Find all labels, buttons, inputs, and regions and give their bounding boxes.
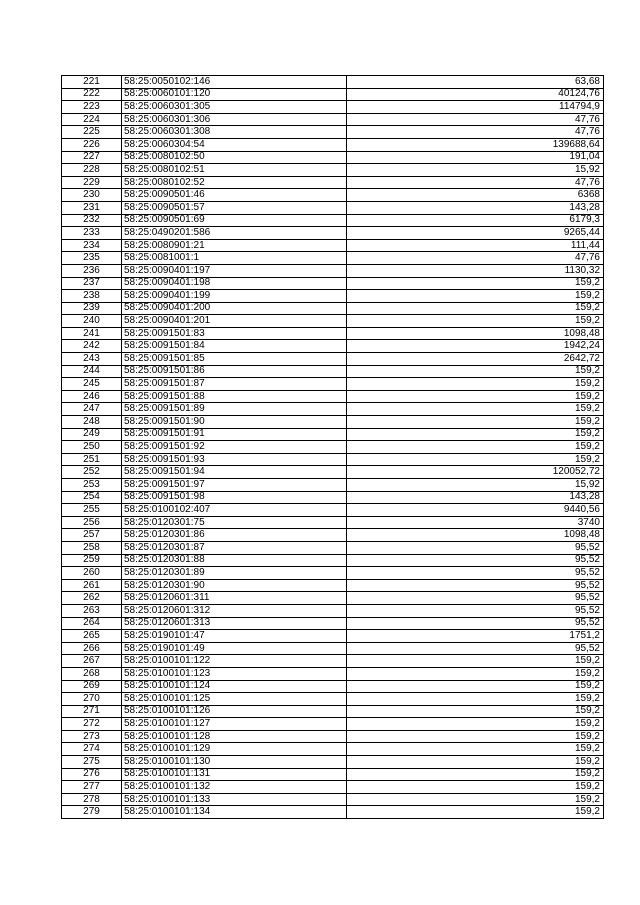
cadastral-number-cell: 58:25:0100101:125 bbox=[122, 693, 347, 706]
cadastral-number-cell: 58:25:0091501:84 bbox=[122, 340, 347, 353]
table-row bbox=[62, 327, 604, 340]
cadastral-number-cell: 58:25:0190101:49 bbox=[122, 642, 347, 655]
row-number-cell: 275 bbox=[62, 756, 122, 769]
amount-cell: 159,2 bbox=[347, 705, 604, 718]
amount-cell: 159,2 bbox=[347, 680, 604, 693]
table-row bbox=[62, 667, 604, 680]
table-row bbox=[62, 277, 604, 290]
table-row bbox=[62, 416, 604, 429]
cadastral-number-cell: 58:25:0091501:86 bbox=[122, 365, 347, 378]
amount-cell: 159,2 bbox=[347, 730, 604, 743]
table-row bbox=[62, 302, 604, 315]
amount-cell: 47,76 bbox=[347, 126, 604, 139]
row-number-cell: 270 bbox=[62, 693, 122, 706]
table-row bbox=[62, 756, 604, 769]
cadastral-number-cell: 58:25:0100101:128 bbox=[122, 730, 347, 743]
row-number-cell: 251 bbox=[62, 453, 122, 466]
amount-cell: 1098,48 bbox=[347, 327, 604, 340]
amount-cell: 159,2 bbox=[347, 302, 604, 315]
table-row bbox=[62, 491, 604, 504]
table-body bbox=[62, 76, 604, 819]
cadastral-number-cell: 58:25:0120301:86 bbox=[122, 529, 347, 542]
table-row bbox=[62, 315, 604, 328]
amount-cell: 159,2 bbox=[347, 768, 604, 781]
cadastral-number-cell: 58:25:0090501:46 bbox=[122, 189, 347, 202]
amount-cell: 159,2 bbox=[347, 453, 604, 466]
row-number-cell: 265 bbox=[62, 630, 122, 643]
cadastral-number-cell: 58:25:0100101:124 bbox=[122, 680, 347, 693]
table-row bbox=[62, 340, 604, 353]
amount-cell: 95,52 bbox=[347, 604, 604, 617]
amount-cell: 15,92 bbox=[347, 479, 604, 492]
table-row bbox=[62, 378, 604, 391]
cadastral-number-cell: 58:25:0091501:89 bbox=[122, 403, 347, 416]
row-number-cell: 262 bbox=[62, 592, 122, 605]
row-number-cell: 242 bbox=[62, 340, 122, 353]
amount-cell: 1751,2 bbox=[347, 630, 604, 643]
row-number-cell: 258 bbox=[62, 541, 122, 554]
amount-cell: 159,2 bbox=[347, 743, 604, 756]
row-number-cell: 246 bbox=[62, 390, 122, 403]
row-number-cell: 273 bbox=[62, 730, 122, 743]
row-number-cell: 237 bbox=[62, 277, 122, 290]
amount-cell: 159,2 bbox=[347, 806, 604, 819]
data-table bbox=[61, 75, 604, 819]
cadastral-number-cell: 58:25:0060304:54 bbox=[122, 138, 347, 151]
cadastral-number-cell: 58:25:0490201:586 bbox=[122, 227, 347, 240]
amount-cell: 95,52 bbox=[347, 592, 604, 605]
row-number-cell: 254 bbox=[62, 491, 122, 504]
table-row bbox=[62, 252, 604, 265]
row-number-cell: 238 bbox=[62, 290, 122, 303]
table-row bbox=[62, 201, 604, 214]
cadastral-number-cell: 58:25:0091501:98 bbox=[122, 491, 347, 504]
row-number-cell: 266 bbox=[62, 642, 122, 655]
amount-cell: 191,04 bbox=[347, 151, 604, 164]
row-number-cell: 240 bbox=[62, 315, 122, 328]
cadastral-number-cell: 58:25:0120601:312 bbox=[122, 604, 347, 617]
table-row bbox=[62, 138, 604, 151]
table-row bbox=[62, 113, 604, 126]
row-number-cell: 228 bbox=[62, 164, 122, 177]
amount-cell: 143,28 bbox=[347, 201, 604, 214]
table-row bbox=[62, 781, 604, 794]
amount-cell: 2642,72 bbox=[347, 353, 604, 366]
amount-cell: 47,76 bbox=[347, 113, 604, 126]
amount-cell: 1130,32 bbox=[347, 264, 604, 277]
cadastral-number-cell: 58:25:0091501:91 bbox=[122, 428, 347, 441]
row-number-cell: 260 bbox=[62, 567, 122, 580]
amount-cell: 47,76 bbox=[347, 252, 604, 265]
row-number-cell: 248 bbox=[62, 416, 122, 429]
amount-cell: 159,2 bbox=[347, 378, 604, 391]
cadastral-number-cell: 58:25:0091501:85 bbox=[122, 353, 347, 366]
amount-cell: 63,68 bbox=[347, 76, 604, 89]
cadastral-number-cell: 58:25:0120301:87 bbox=[122, 541, 347, 554]
row-number-cell: 268 bbox=[62, 667, 122, 680]
row-number-cell: 278 bbox=[62, 793, 122, 806]
cadastral-number-cell: 58:25:0120301:75 bbox=[122, 516, 347, 529]
cadastral-number-cell: 58:25:0090501:57 bbox=[122, 201, 347, 214]
row-number-cell: 223 bbox=[62, 101, 122, 114]
cadastral-number-cell: 58:25:0090401:197 bbox=[122, 264, 347, 277]
cadastral-number-cell: 58:25:0120601:311 bbox=[122, 592, 347, 605]
cadastral-number-cell: 58:25:0100101:133 bbox=[122, 793, 347, 806]
amount-cell: 159,2 bbox=[347, 441, 604, 454]
cadastral-number-cell: 58:25:0090401:200 bbox=[122, 302, 347, 315]
table-row bbox=[62, 743, 604, 756]
amount-cell: 40124,76 bbox=[347, 88, 604, 101]
table-row bbox=[62, 768, 604, 781]
row-number-cell: 267 bbox=[62, 655, 122, 668]
row-number-cell: 226 bbox=[62, 138, 122, 151]
cadastral-number-cell: 58:25:0091501:92 bbox=[122, 441, 347, 454]
cadastral-number-cell: 58:25:0100101:131 bbox=[122, 768, 347, 781]
cadastral-number-cell: 58:25:0120301:88 bbox=[122, 554, 347, 567]
amount-cell: 159,2 bbox=[347, 290, 604, 303]
table-row bbox=[62, 806, 604, 819]
table-row bbox=[62, 541, 604, 554]
cadastral-number-cell: 58:25:0100101:132 bbox=[122, 781, 347, 794]
amount-cell: 159,2 bbox=[347, 277, 604, 290]
row-number-cell: 236 bbox=[62, 264, 122, 277]
table-row bbox=[62, 101, 604, 114]
amount-cell: 159,2 bbox=[347, 781, 604, 794]
table-row bbox=[62, 529, 604, 542]
row-number-cell: 250 bbox=[62, 441, 122, 454]
table-row bbox=[62, 453, 604, 466]
amount-cell: 114794,9 bbox=[347, 101, 604, 114]
row-number-cell: 271 bbox=[62, 705, 122, 718]
row-number-cell: 229 bbox=[62, 176, 122, 189]
cadastral-number-cell: 58:25:0190101:47 bbox=[122, 630, 347, 643]
row-number-cell: 269 bbox=[62, 680, 122, 693]
table-row bbox=[62, 680, 604, 693]
table-row bbox=[62, 390, 604, 403]
table-row bbox=[62, 642, 604, 655]
row-number-cell: 245 bbox=[62, 378, 122, 391]
cadastral-number-cell: 58:25:0080102:51 bbox=[122, 164, 347, 177]
row-number-cell: 233 bbox=[62, 227, 122, 240]
cadastral-number-cell: 58:25:0100101:122 bbox=[122, 655, 347, 668]
cadastral-number-cell: 58:25:0120301:89 bbox=[122, 567, 347, 580]
cadastral-number-cell: 58:25:0100101:127 bbox=[122, 718, 347, 731]
amount-cell: 9265,44 bbox=[347, 227, 604, 240]
table-row bbox=[62, 516, 604, 529]
row-number-cell: 222 bbox=[62, 88, 122, 101]
cadastral-number-cell: 58:25:0120601:313 bbox=[122, 617, 347, 630]
table-row bbox=[62, 176, 604, 189]
row-number-cell: 253 bbox=[62, 479, 122, 492]
amount-cell: 6368 bbox=[347, 189, 604, 202]
row-number-cell: 221 bbox=[62, 76, 122, 89]
table-row bbox=[62, 617, 604, 630]
amount-cell: 3740 bbox=[347, 516, 604, 529]
row-number-cell: 255 bbox=[62, 504, 122, 517]
amount-cell: 95,52 bbox=[347, 617, 604, 630]
row-number-cell: 243 bbox=[62, 353, 122, 366]
cadastral-number-cell: 58:25:0080102:52 bbox=[122, 176, 347, 189]
table-row bbox=[62, 290, 604, 303]
row-number-cell: 224 bbox=[62, 113, 122, 126]
cadastral-number-cell: 58:25:0091501:94 bbox=[122, 466, 347, 479]
row-number-cell: 247 bbox=[62, 403, 122, 416]
amount-cell: 139688,64 bbox=[347, 138, 604, 151]
table-row bbox=[62, 264, 604, 277]
cadastral-number-cell: 58:25:0060301:308 bbox=[122, 126, 347, 139]
amount-cell: 111,44 bbox=[347, 239, 604, 252]
cadastral-number-cell: 58:25:0100101:129 bbox=[122, 743, 347, 756]
table-row bbox=[62, 126, 604, 139]
table-row bbox=[62, 793, 604, 806]
amount-cell: 159,2 bbox=[347, 416, 604, 429]
table-row bbox=[62, 730, 604, 743]
table-row bbox=[62, 76, 604, 89]
cadastral-number-cell: 58:25:0080901:21 bbox=[122, 239, 347, 252]
amount-cell: 1942,24 bbox=[347, 340, 604, 353]
table-row bbox=[62, 567, 604, 580]
table-row bbox=[62, 479, 604, 492]
row-number-cell: 234 bbox=[62, 239, 122, 252]
amount-cell: 159,2 bbox=[347, 428, 604, 441]
amount-cell: 47,76 bbox=[347, 176, 604, 189]
cadastral-number-cell: 58:25:0091501:90 bbox=[122, 416, 347, 429]
cadastral-number-cell: 58:25:0050102:146 bbox=[122, 76, 347, 89]
table-row bbox=[62, 579, 604, 592]
amount-cell: 95,52 bbox=[347, 567, 604, 580]
row-number-cell: 244 bbox=[62, 365, 122, 378]
row-number-cell: 249 bbox=[62, 428, 122, 441]
cadastral-number-cell: 58:25:0100101:130 bbox=[122, 756, 347, 769]
amount-cell: 159,2 bbox=[347, 390, 604, 403]
row-number-cell: 227 bbox=[62, 151, 122, 164]
table-row bbox=[62, 227, 604, 240]
amount-cell: 9440,56 bbox=[347, 504, 604, 517]
row-number-cell: 272 bbox=[62, 718, 122, 731]
table-row bbox=[62, 604, 604, 617]
amount-cell: 159,2 bbox=[347, 315, 604, 328]
table-row bbox=[62, 403, 604, 416]
table-row bbox=[62, 504, 604, 517]
amount-cell: 95,52 bbox=[347, 554, 604, 567]
amount-cell: 159,2 bbox=[347, 365, 604, 378]
table-row bbox=[62, 592, 604, 605]
cadastral-number-cell: 58:25:0091501:87 bbox=[122, 378, 347, 391]
cadastral-number-cell: 58:25:0090401:199 bbox=[122, 290, 347, 303]
amount-cell: 159,2 bbox=[347, 667, 604, 680]
row-number-cell: 252 bbox=[62, 466, 122, 479]
cadastral-number-cell: 58:25:0100101:126 bbox=[122, 705, 347, 718]
row-number-cell: 241 bbox=[62, 327, 122, 340]
row-number-cell: 230 bbox=[62, 189, 122, 202]
cadastral-number-cell: 58:25:0091501:93 bbox=[122, 453, 347, 466]
row-number-cell: 279 bbox=[62, 806, 122, 819]
row-number-cell: 231 bbox=[62, 201, 122, 214]
cadastral-number-cell: 58:25:0100101:123 bbox=[122, 667, 347, 680]
amount-cell: 95,52 bbox=[347, 642, 604, 655]
table-row bbox=[62, 718, 604, 731]
table-row bbox=[62, 164, 604, 177]
amount-cell: 159,2 bbox=[347, 693, 604, 706]
cadastral-number-cell: 58:25:0060301:306 bbox=[122, 113, 347, 126]
table-row bbox=[62, 441, 604, 454]
table-row bbox=[62, 705, 604, 718]
row-number-cell: 264 bbox=[62, 617, 122, 630]
cadastral-number-cell: 58:25:0090501:69 bbox=[122, 214, 347, 227]
cadastral-number-cell: 58:25:0090401:201 bbox=[122, 315, 347, 328]
cadastral-number-cell: 58:25:0100102:407 bbox=[122, 504, 347, 517]
row-number-cell: 256 bbox=[62, 516, 122, 529]
amount-cell: 15,92 bbox=[347, 164, 604, 177]
table-row bbox=[62, 655, 604, 668]
table-row bbox=[62, 151, 604, 164]
row-number-cell: 232 bbox=[62, 214, 122, 227]
table-row bbox=[62, 630, 604, 643]
amount-cell: 6179,3 bbox=[347, 214, 604, 227]
row-number-cell: 257 bbox=[62, 529, 122, 542]
table-row bbox=[62, 365, 604, 378]
cadastral-number-cell: 58:25:0091501:83 bbox=[122, 327, 347, 340]
cadastral-number-cell: 58:25:0080102:50 bbox=[122, 151, 347, 164]
table-row bbox=[62, 693, 604, 706]
amount-cell: 159,2 bbox=[347, 655, 604, 668]
row-number-cell: 261 bbox=[62, 579, 122, 592]
row-number-cell: 276 bbox=[62, 768, 122, 781]
row-number-cell: 277 bbox=[62, 781, 122, 794]
table-row bbox=[62, 554, 604, 567]
amount-cell: 159,2 bbox=[347, 756, 604, 769]
cadastral-number-cell: 58:25:0120301:90 bbox=[122, 579, 347, 592]
amount-cell: 159,2 bbox=[347, 718, 604, 731]
table-row bbox=[62, 428, 604, 441]
row-number-cell: 259 bbox=[62, 554, 122, 567]
row-number-cell: 274 bbox=[62, 743, 122, 756]
table-row bbox=[62, 353, 604, 366]
amount-cell: 120052,72 bbox=[347, 466, 604, 479]
row-number-cell: 263 bbox=[62, 604, 122, 617]
table-row bbox=[62, 189, 604, 202]
amount-cell: 1098,48 bbox=[347, 529, 604, 542]
amount-cell: 159,2 bbox=[347, 793, 604, 806]
cadastral-number-cell: 58:25:0091501:97 bbox=[122, 479, 347, 492]
amount-cell: 143,28 bbox=[347, 491, 604, 504]
table-row bbox=[62, 239, 604, 252]
cadastral-number-cell: 58:25:0081001:1 bbox=[122, 252, 347, 265]
amount-cell: 95,52 bbox=[347, 579, 604, 592]
cadastral-number-cell: 58:25:0091501:88 bbox=[122, 390, 347, 403]
cadastral-number-cell: 58:25:0060301:305 bbox=[122, 101, 347, 114]
cadastral-number-cell: 58:25:0090401:198 bbox=[122, 277, 347, 290]
table-row bbox=[62, 88, 604, 101]
table-row bbox=[62, 214, 604, 227]
row-number-cell: 225 bbox=[62, 126, 122, 139]
amount-cell: 95,52 bbox=[347, 541, 604, 554]
row-number-cell: 239 bbox=[62, 302, 122, 315]
cadastral-number-cell: 58:25:0100101:134 bbox=[122, 806, 347, 819]
row-number-cell: 235 bbox=[62, 252, 122, 265]
cadastral-number-cell: 58:25:0060101:120 bbox=[122, 88, 347, 101]
table-row bbox=[62, 466, 604, 479]
amount-cell: 159,2 bbox=[347, 403, 604, 416]
